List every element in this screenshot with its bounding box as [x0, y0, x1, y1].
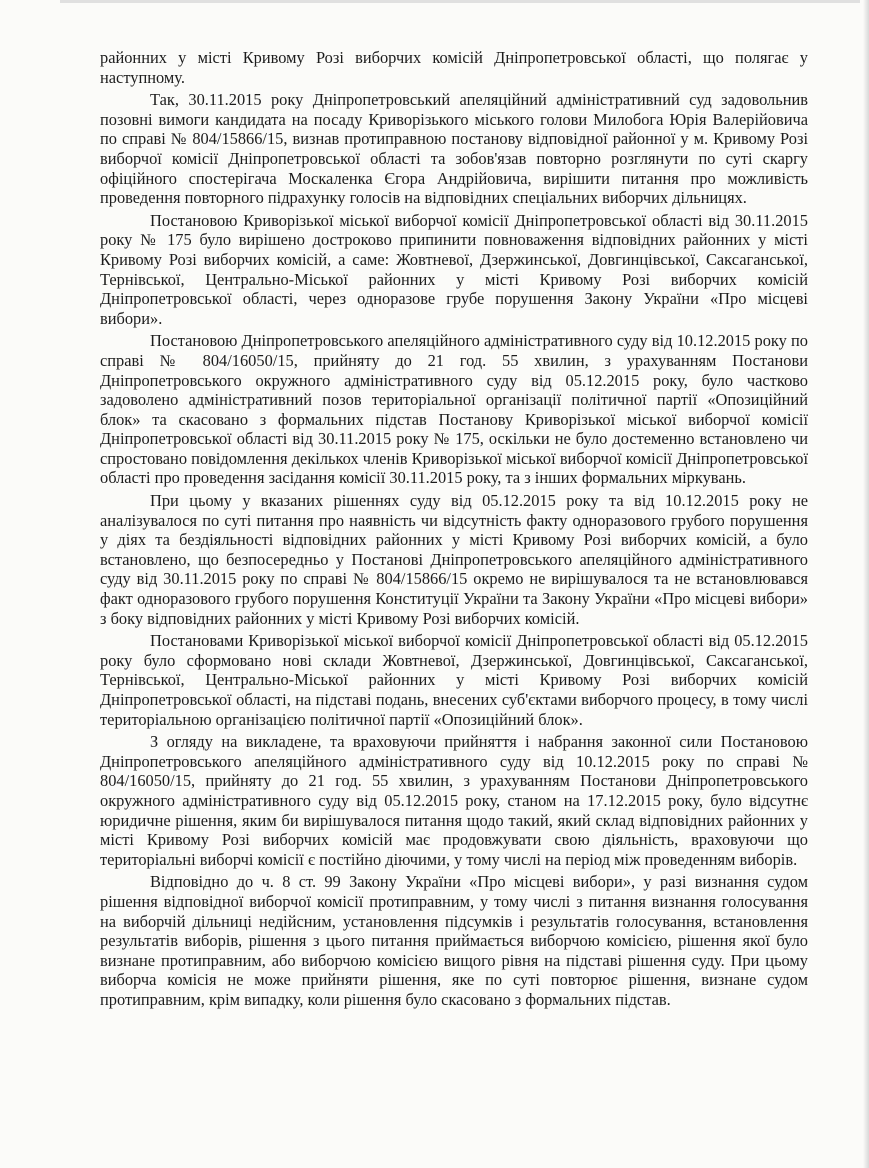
paragraph-new-commissions-05-12: Постановами Криворізької міської виборчої комісії Дніпропетровської області від 05.12.2015 року було сформовано нові склади Жовтневої, Дзержинської, Довгинцівської, Саксаганської, Тернівської, Центрально-Міської районних у місті Кривому Розі виборчих комісій Дніпропетровської області, на підставі подань, внесених суб'єктами виборчого процесу, в тому числі територіальною організацією політичної партії «Опозиційний блок».	[100, 631, 808, 729]
paragraph-conclusion: З огляду на викладене, та враховуючи прийняття і набрання законної сили Постановою Дніпропетровського апеляційного адміністративного суду від 10.12.2015 року по справі № 804/16050/15, прийняту до 21 год. 55 хвилин, з урахуванням Постанови Дніпропетровського окружного адміністративного суду від 05.12.2015 року, станом на 17.12.2015 року, було відсутнє юридичне рішення, яким би вирішувалося питання щодо такий, який склад відповідних районних у місті Кривому Розі виборчих комісій має продовжувати свою діяльність, враховуючи що територіальні виборчі комісії є постійно діючими, у тому числі на період між проведенням виборів.	[100, 732, 808, 869]
document-body	[100, 48, 808, 1013]
paragraph-continuation: районних у місті Кривому Розі виборчих комісій Дніпропетровської області, що полягає у наступному.	[100, 48, 808, 87]
paragraph-court-analysis: При цьому у вказаних рішеннях суду від 05.12.2015 року та від 10.12.2015 року не аналізувалося по суті питання про наявність чи відсутність факту одноразового грубого порушення у діях та бездіяльності відповідних районних у місті Кривому Розі виборчих комісій, а було встановлено, що безпосередньо у Постанові Дніпропетровського апеляційного адміністративного суду від 30.11.2015 року по справі № 804/15866/15 окремо не вирішувалося та не встановлювався факт одноразового грубого порушення Конституції України та Закону України «Про місцеві вибори» з боку відповідних районних у місті Кривому Розі виборчих комісій.	[100, 491, 808, 628]
scan-edge-top	[60, 0, 860, 3]
scan-edge-right	[863, 0, 869, 1168]
paragraph-court-decision-30-11: Так, 30.11.2015 року Дніпропетровський апеляційний адміністративний суд задовольнив позовні вимоги кандидата на посаду Криворізького міського голови Милобога Юрія Валерійовича по справі № 804/15866/15, визнав протиправною постанову відповідної районної у м. Кривому Розі виборчої комісії Дніпропетровської області та зобов'язав повторно розглянути по суті скаргу офіційного спостерігача Москаленка Єгора Андрійовича, вирішити питання про можливість проведення повторного підрахунку голосів на відповідних спеціальних виборчих дільницях.	[100, 90, 808, 208]
paragraph-law-article-99: Відповідно до ч. 8 ст. 99 Закону України «Про місцеві вибори», у разі визнання судом рішення відповідної виборчої комісії протиправним, у тому числі з питання визнання голосування на виборчій дільниці недійсним, установлення підсумків і результатів голосування, встановлення результатів виборів, рішення з цього питання приймається виборчою комісією, рішення якої було визнане протиправним, або виборчою комісією вищого рівня на підставі рішення суду. При цьому виборча комісія не може прийняти рішення, яке по суті повторює рішення, визнане судом протиправним, крім випадку, коли рішення було скасовано з формальних підстав.	[100, 872, 808, 1009]
paragraph-city-commission-resolution-175: Постановою Криворізької міської виборчої комісії Дніпропетровської області від 30.11.2015 року № 175 було вирішено достроково припинити повноваження відповідних районних у місті Кривому Розі виборчих комісій, а саме: Жовтневої, Дзержинської, Довгинцівської, Саксаганської, Тернівської, Центрально-Міської районних у місті Кривому Розі виборчих комісій Дніпропетровської області, через одноразове грубе порушення Закону України «Про місцеві вибори».	[100, 210, 808, 328]
paragraph-appeal-court-10-12: Постановою Дніпропетровського апеляційного адміністративного суду від 10.12.2015 року по справі № 804/16050/15, прийняту до 21 год. 55 хвилин, з урахуванням Постанови Дніпропетровського окружного адміністративного суду від 05.12.2015 року, було частково задоволено адміністративний позов територіальної організації політичної партії «Опозиційний блок» та скасовано з формальних підстав Постанову Криворізької міської виборчої комісії Дніпропетровської області від 30.11.2015 року № 175, оскільки не було достеменно встановлено чи спростовано повідомлення декількох членів Криворізької міської виборчої комісії Дніпропетровської області про проведення засідання комісії 30.11.2015 року, та з інших формальних міркувань.	[100, 331, 808, 488]
